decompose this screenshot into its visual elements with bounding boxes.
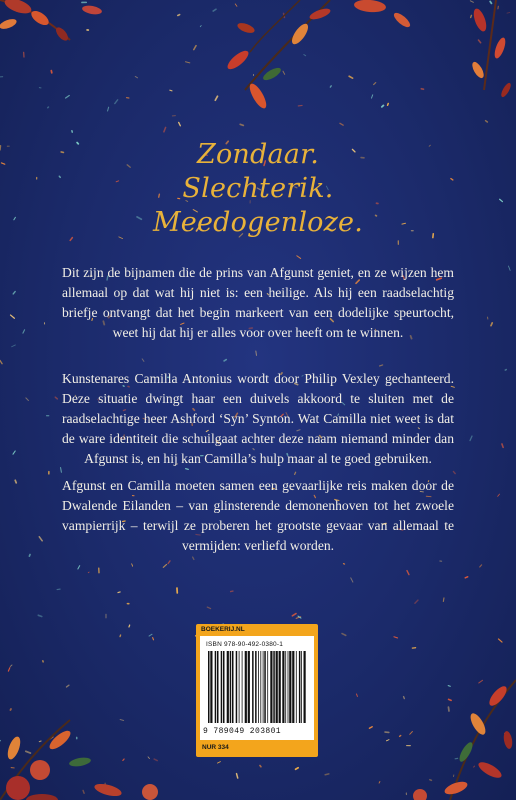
spark [48,107,49,108]
spark [448,686,450,687]
barcode-bar [301,651,302,723]
spark [371,95,372,98]
barcode-bar [230,651,232,723]
spark [39,537,42,541]
barcode-bar [210,651,212,723]
spark [38,615,41,616]
spark [296,768,299,770]
spark [410,731,413,734]
spark [39,741,41,742]
spark [83,790,84,793]
spark [235,4,237,6]
spark [304,55,306,56]
spark [342,634,346,636]
barcode-bar [273,651,275,723]
spark [132,564,133,566]
spark [10,665,12,666]
spark [237,774,238,778]
spark [443,598,444,602]
spark [142,359,144,361]
barcode-bar [248,651,250,723]
ean-number: 9 789049 203801 [203,727,282,736]
spark [374,83,376,85]
spark [490,1,491,3]
tagline-line-1: Zondaar. [196,139,319,170]
spark [400,736,401,737]
barcode-bar [296,651,297,723]
spark [200,26,201,27]
spark [231,591,233,592]
spark [284,13,285,17]
spark [11,315,15,318]
tagline-line-2: Slechterik. [182,173,334,204]
barcode-bar [223,651,225,723]
spark [283,71,285,74]
barcode-bar [279,651,281,723]
spark [8,668,9,671]
barcode-bar [267,651,268,723]
spark [295,472,296,474]
barcode-bar [263,651,264,723]
spark [67,685,69,687]
spark [478,40,480,43]
spark [240,124,243,125]
barcode-panel [200,636,314,740]
spark [340,123,343,125]
spark [163,564,166,567]
barcode-bar [221,651,223,723]
spark [217,762,220,764]
spark [149,634,152,636]
spark [185,62,189,63]
spark [13,451,15,454]
spark [502,444,503,447]
spark [498,639,502,642]
spark [504,733,505,734]
spark [62,733,64,735]
spark [349,76,352,78]
spark [404,697,405,699]
barcode-bar [217,651,219,723]
spark [168,561,170,564]
spark [120,635,121,637]
spark [120,720,123,721]
barcode-bar [288,651,289,723]
spark [379,782,380,784]
barcode-bar [276,651,278,723]
blurb-paragraph-3: Afgunst en Camilla moeten samen een gevaarlijke reis maken door de Dwalende Eilanden – van glinsterende demonenhoven tot het zwoele vampierrijk – terwijl ze proberen het grootste gevaar van allemaal te vermijden: verliefd worden. [62,478,454,553]
spark [470,1,473,2]
spark [382,105,384,106]
barcode-bar [252,651,254,723]
barcode-bar [292,651,294,723]
spark [88,572,89,573]
spark [179,122,181,125]
spark [23,330,25,333]
spark [213,9,216,11]
spark [448,707,449,711]
spark [470,436,472,441]
spark [351,578,353,582]
spark [292,614,296,616]
spark [256,351,257,355]
barcode-bar [299,651,301,723]
spark [49,737,53,739]
spark [480,565,482,567]
barcode-bar [227,651,229,723]
barcode-bar [208,651,210,723]
barcode-bar [258,651,259,723]
spark [407,571,409,575]
barcode-bar [264,651,266,723]
spark [55,397,57,399]
spark [449,699,451,700]
blurb-paragraph-1: Dit zijn de bijnamen die de prins van Afgunst geniet, en ze wijzen hem allemaal op dat wat hij niet is: een heilige. Als hij een raadselachtig briefje ontvangt dat het begin markeert van een dodelijke speurtocht, weet hij dat hij er alles voor over heeft om te winnen. [62,265,454,340]
spark [164,127,166,131]
spark [170,90,172,91]
spark [207,607,210,608]
spark [154,759,157,760]
tagline-line-3: Meedogenloze. [152,207,364,238]
spark [498,494,500,496]
isbn-text: ISBN 978-90-492-0380-1 [206,641,284,648]
spark [491,323,492,326]
spark [508,266,510,270]
spark [507,12,510,13]
spark [224,360,226,361]
spark [118,592,120,593]
barcode-bar [242,651,243,723]
spark [108,107,109,111]
barcode-bar [232,651,234,723]
spark [356,694,357,696]
spark [12,345,16,347]
spark [388,103,389,105]
spark [474,766,475,767]
spark [380,365,383,366]
spark [453,472,455,474]
blurb-paragraph-2: Kunstenares Camilla Antonius wordt door Philip Vexley gechanteerd. Deze situatie dwingt haar een duivels akkoord te sluiten met de raadselachtige heer Ashford ‘Syn’ Synton. Wat Camilla niet weet is dat de ware identiteit die schuilgaat achter deze naam niemand minder dan Afgunst is, en hij kan Camilla’s hulp maar al te goed gebruiken. [62,371,454,466]
spark [135,76,137,77]
spark [148,757,149,759]
barcode-bar [215,651,217,723]
spark [386,740,389,741]
barcode-bars [206,651,308,727]
barcode-bar [260,651,261,723]
spark [325,774,329,775]
spark [330,86,331,87]
barcode-bar [282,651,284,723]
spark [415,600,418,603]
barcode-bar [236,651,238,723]
tagline [0,138,516,240]
spark [29,555,30,557]
spark [430,780,432,781]
spark [471,15,472,17]
spark [129,625,130,627]
spark [178,15,180,16]
spark [369,727,372,728]
spark [78,566,80,569]
spark [486,121,488,122]
spark [193,557,194,559]
barcode-bar [304,651,306,723]
barcode-bar [245,651,247,723]
spark [297,256,301,259]
spark [215,96,217,100]
barcode-bar [285,651,286,723]
spark [479,680,483,683]
barcode-bar [289,651,291,723]
publisher-website: BOEKERIJ.NL [201,626,245,633]
spark [15,480,16,483]
spark [123,759,124,761]
spark [115,100,118,104]
nur-code: NUR 334 [202,744,229,751]
barcode-bar [270,651,272,723]
spark [0,360,2,363]
spark [26,751,31,753]
spark [260,766,261,767]
barcode-label [196,624,318,757]
spark [26,398,29,401]
spark [465,577,467,578]
spark [66,96,70,98]
spark [10,709,11,710]
spark [150,791,152,794]
spark [153,638,154,640]
barcode-bar [255,651,257,723]
spark [394,637,398,638]
spark [194,46,196,50]
spark [13,292,15,294]
barcode-bar [239,651,240,723]
